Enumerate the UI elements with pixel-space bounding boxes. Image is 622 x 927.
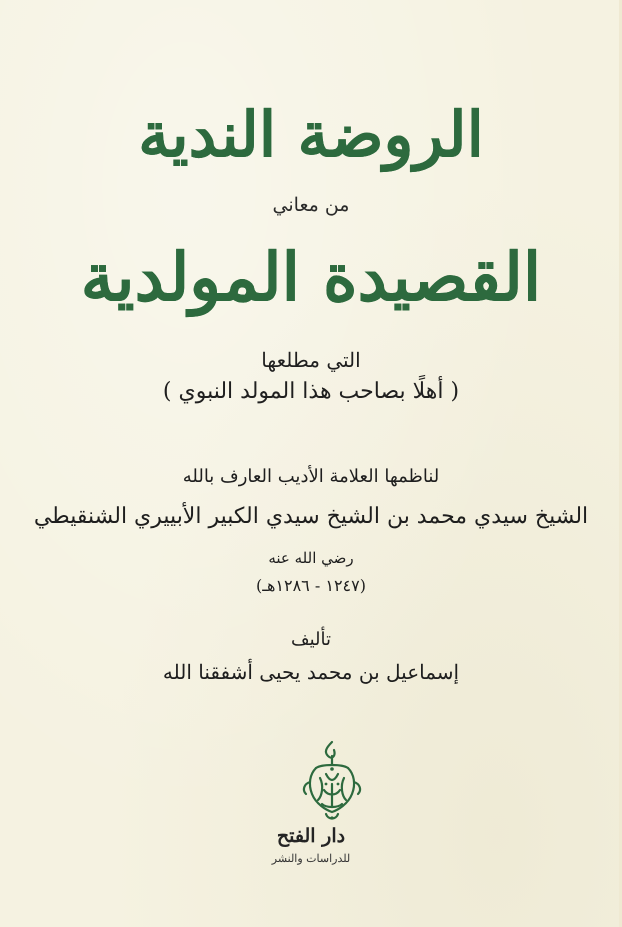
- title-connector: من معاني: [272, 194, 350, 216]
- verse-intro: التي مطلعها: [261, 348, 361, 372]
- calligraphic-emblem-icon: [296, 738, 368, 824]
- author-label: تأليف: [290, 629, 332, 650]
- title-line-2: القصيدة المولدية: [80, 238, 542, 316]
- poet-prayer: رضي الله عنه: [268, 549, 354, 567]
- poet-name: الشيخ سيدي محمد بن الشيخ سيدي الكبير الأبييري الشنقيطي: [33, 504, 589, 529]
- publisher-tagline: للدراسات والنشر: [271, 852, 351, 865]
- author-name: إسماعيل بن محمد يحيى أشفقنا الله: [162, 660, 460, 684]
- opening-verse: ( أهلًا بصاحب هذا المولد النبوي ): [162, 379, 460, 404]
- publisher-name: دار الفتح: [276, 825, 346, 847]
- poet-prefix: لناظمها العلامة الأديب العارف بالله: [182, 466, 440, 487]
- poet-dates: (١٢٤٧ - ١٢٨٦هـ): [256, 576, 366, 595]
- title-line-1: الروضة الندية: [138, 98, 484, 171]
